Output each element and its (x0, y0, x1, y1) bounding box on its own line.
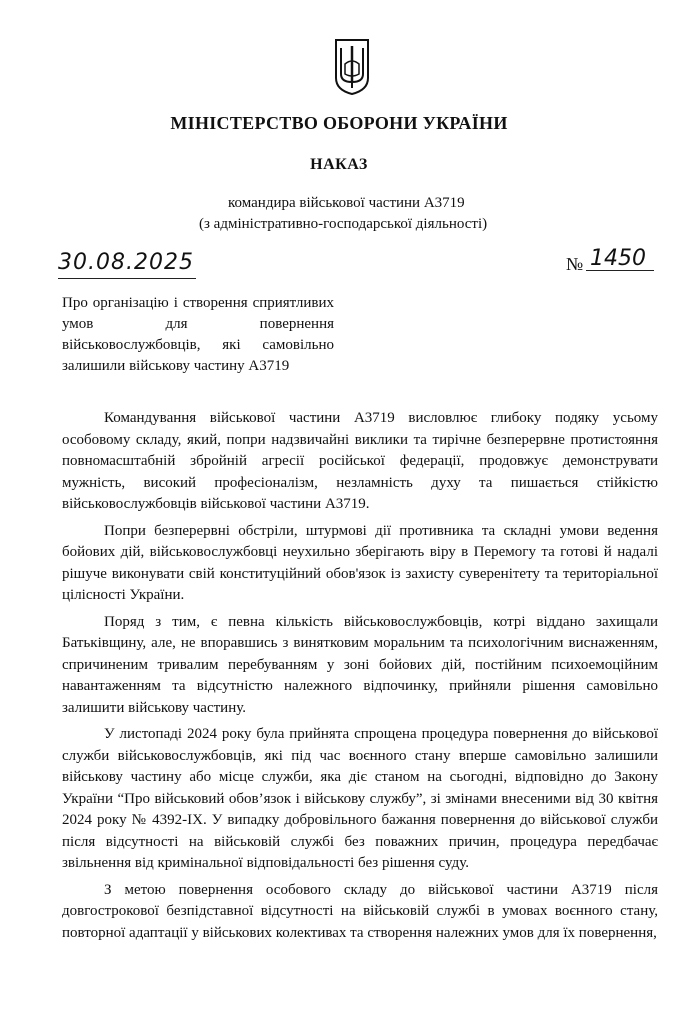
order-subject: Про організацію і створення сприятливих умов для повернення військовослужбовців, які самовільно залишили військову частину А3719 (62, 295, 334, 374)
handwritten-date: 30.08.2025 (58, 250, 194, 275)
number-underline (586, 270, 654, 271)
handwritten-order-number: 1450 (590, 246, 646, 271)
issuer-line: командира військової частини А3719 (228, 195, 465, 211)
body-paragraph: Командування військової частини А3719 висловлює глибоку подяку усьому особовому складу, який, попри надзвичайні виклики та тирічне безперервне протистояння повномасштабній збройній агресії російської федерації, продовжує демонструвати мужність, високий професіоналізм, незламність духу та пишається стійкістю військовослужбовців військової частини А3719. (62, 410, 658, 512)
body-paragraph: З метою повернення особового складу до військової частини А3719 після довгострокової безпідставної відсутності на військовій службі в умовах воєнного стану, повторної адаптації у військових колективах та створення належних умов для їх повернення, (62, 881, 658, 941)
ministry-title: МІНІСТЕРСТВО ОБОРОНИ УКРАЇНИ (170, 113, 508, 133)
trident-emblem-icon (333, 38, 371, 96)
body-paragraph: У листопаді 2024 року була прийнята спрощена процедура повернення до військової служби військовослужбовців, які під час воєнного стану вперше самовільно залишили військову частину або місце служби, яка діє станом на сьогодні, відповідно до Закону України “Про військовий обов’язок і військову службу”, зі змінами внесеними від 30 квітня 2024 року № 4392-IX. У випадку добровільного бажання повернення до військової служби після відсутності на військовій службі без поважних причин, процедура передбачає звільнення від кримінальної відповідальності без рішення суду. (62, 726, 658, 871)
date-underline (58, 278, 196, 279)
scope-line: (з адміністративно-господарської діяльності) (199, 216, 488, 232)
order-body (62, 408, 658, 949)
body-paragraph: Попри безперервні обстріли, штурмові дії противника та складні умови ведення бойових дій, військовослужбовці неухильно зберігають віру в Перемогу та готові й надалі рішуче виконувати свій конституційний обов'язок із захисту суверенітету та територіальної цілісності України. (62, 522, 658, 603)
document-type-heading: НАКАЗ (310, 156, 368, 173)
number-sign: № (566, 254, 584, 274)
body-paragraph: Поряд з тим, є певна кількість військовослужбовців, котрі віддано захищали Батьківщину, але, не впоравшись з винятковим моральним та психологічним виснаженням, спричиненим тривалим перебуванням у зоні бойових дій, постійним психоемоційним навантаженням та відсутністю належного відпочинку, прийняли рішення самовільно залишити військову частину. (62, 613, 658, 716)
